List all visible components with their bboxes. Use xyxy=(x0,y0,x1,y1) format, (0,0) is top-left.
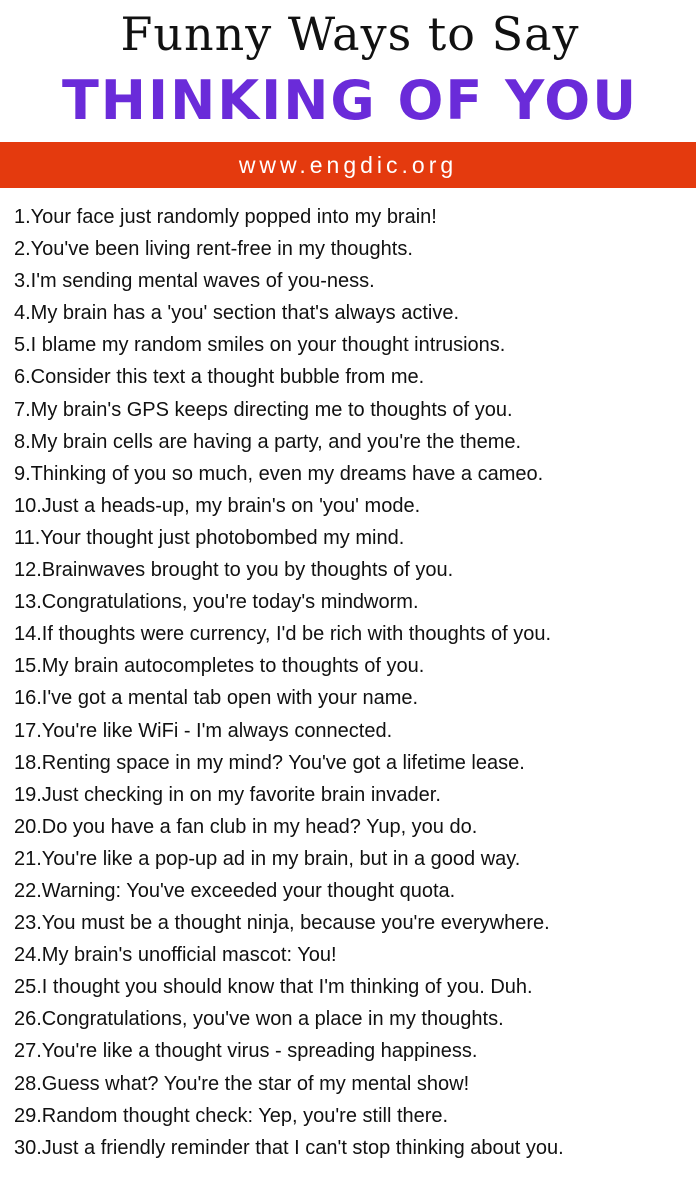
page-title: Funny Ways to Say xyxy=(120,7,580,61)
list-item: 1.Your face just randomly popped into my brain! xyxy=(14,206,437,228)
list-item: 17.You're like WiFi - I'm always connected. xyxy=(14,719,393,742)
list-item: 21.You're like a pop-up ad in my brain, but in a good way. xyxy=(14,847,521,870)
list-item: 22.Warning: You've exceeded your thought quota. xyxy=(14,879,456,902)
phrase-list xyxy=(14,201,694,1164)
list-item: 5.I blame my random smiles on your thought intrusions. xyxy=(14,334,506,357)
list-item: 3.I'm sending mental waves of you-ness. xyxy=(14,270,375,293)
list-item: 11.Your thought just photobombed my mind. xyxy=(14,526,405,549)
list-item: 16.I've got a mental tab open with your name. xyxy=(14,687,419,710)
list-item: 27.You're like a thought virus - spreading happiness. xyxy=(14,1040,478,1063)
list-item: 6.Consider this text a thought bubble from me. xyxy=(14,366,425,389)
list-item: 10.Just a heads-up, my brain's on 'you' mode. xyxy=(14,494,421,517)
list-item: 25.I thought you should know that I'm thinking of you. Duh. xyxy=(14,976,533,999)
list-item: 15.My brain autocompletes to thoughts of you. xyxy=(14,655,425,678)
list-item: 26.Congratulations, you've won a place in my thoughts. xyxy=(14,1008,504,1031)
list-item: 24.My brain's unofficial mascot: You! xyxy=(14,944,337,967)
list-item: 4.My brain has a 'you' section that's always active. xyxy=(14,302,459,325)
list-item: 23.You must be a thought ninja, because you're everywhere. xyxy=(14,912,550,935)
list-item: 12.Brainwaves brought to you by thoughts of you. xyxy=(14,559,454,582)
page-subtitle: THINKING OF YOU xyxy=(61,69,639,132)
list-item: 13.Congratulations, you're today's mindworm. xyxy=(14,591,419,614)
list-item: 7.My brain's GPS keeps directing me to thoughts of you. xyxy=(14,398,513,421)
list-item: 19.Just checking in on my favorite brain invader. xyxy=(14,783,441,806)
list-item: 8.My brain cells are having a party, and you're the theme. xyxy=(14,430,522,453)
list-item: 14.If thoughts were currency, I'd be rich with thoughts of you. xyxy=(14,623,552,646)
list-item: 9.Thinking of you so much, even my dreams have a cameo. xyxy=(14,462,544,485)
list-item: 18.Renting space in my mind? You've got a lifetime lease. xyxy=(14,751,525,774)
list-item: 29.Random thought check: Yep, you're still there. xyxy=(14,1104,449,1127)
list-item: 20.Do you have a fan club in my head? Yup, you do. xyxy=(14,815,478,838)
list-item: 30.Just a friendly reminder that I can't stop thinking about you. xyxy=(14,1136,564,1159)
website-url: www.engdic.org xyxy=(238,151,458,178)
list-item: 2.You've been living rent-free in my thoughts. xyxy=(14,238,413,261)
list-item: 28.Guess what? You're the star of my mental show! xyxy=(14,1072,470,1095)
website-banner xyxy=(0,142,696,188)
